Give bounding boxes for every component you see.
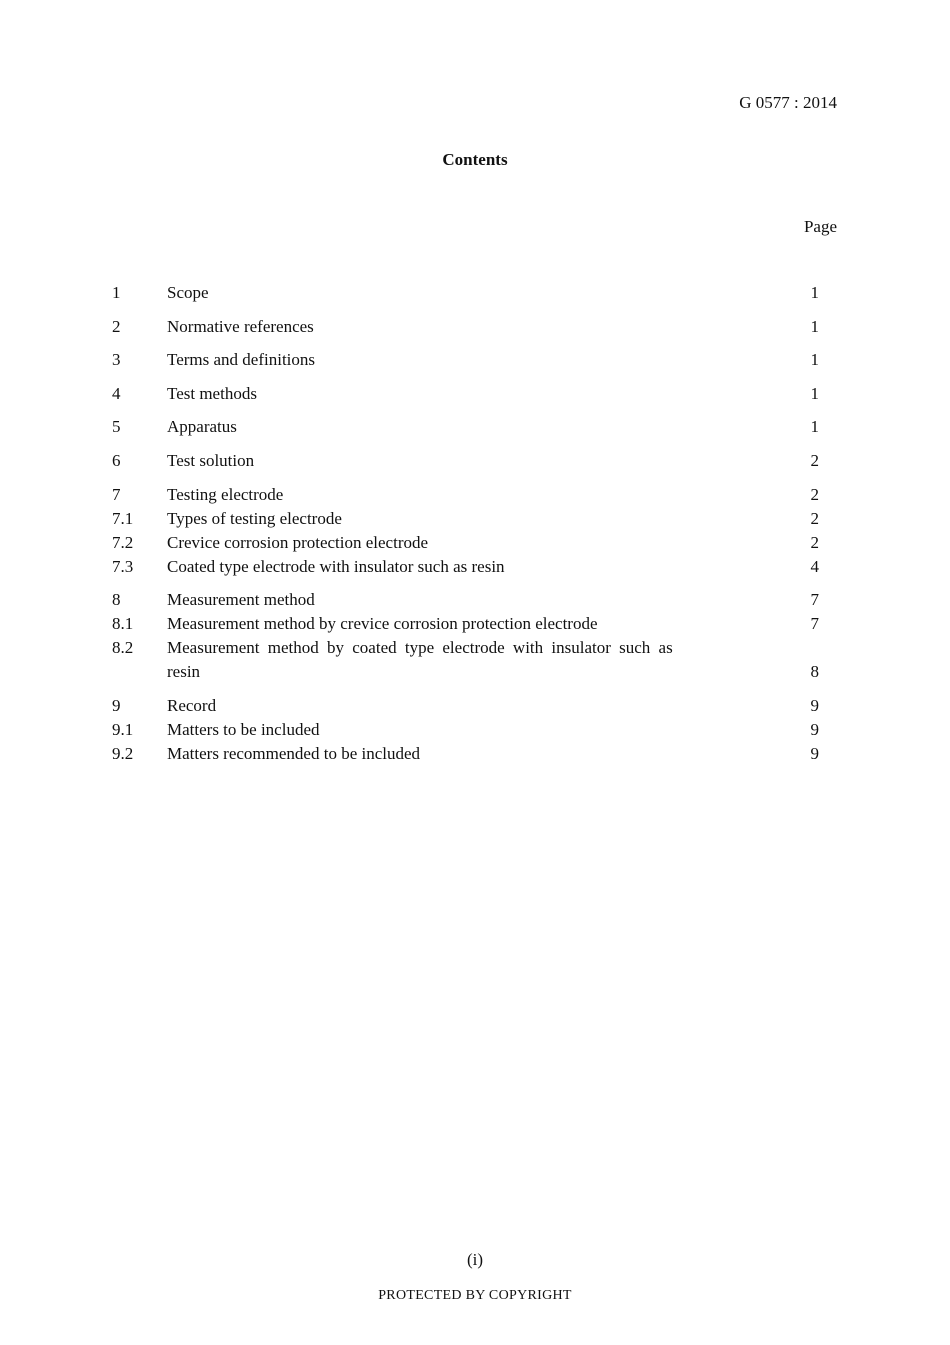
entry-title: Measurement method by coated type electrode with insulator such as	[167, 638, 673, 658]
dot-leader	[243, 415, 807, 439]
entry-page: 9	[810, 743, 819, 763]
entry-page: 9	[810, 695, 819, 715]
entry-number: 7	[112, 484, 121, 504]
toc-entry[interactable]	[112, 507, 819, 531]
toc-entry[interactable]	[112, 415, 819, 439]
dot-leader	[320, 315, 807, 339]
entry-page: 1	[810, 417, 819, 437]
toc-entry[interactable]	[112, 483, 819, 507]
dot-leader	[604, 612, 808, 636]
document-id: G 0577 : 2014	[739, 93, 837, 112]
entry-page: 1	[810, 383, 819, 403]
entry-page: 7	[810, 614, 819, 634]
entry-title: Testing electrode	[167, 484, 284, 504]
entry-title: Record	[167, 695, 217, 715]
entry-number: 6	[112, 450, 121, 470]
entry-page: 8	[810, 662, 819, 682]
entry-number: 1	[112, 283, 121, 302]
toc-entry[interactable]	[112, 382, 819, 406]
toc-entry[interactable]	[112, 588, 819, 612]
toc-entry[interactable]	[112, 718, 819, 742]
entry-number: 8.1	[112, 614, 134, 634]
dot-leader	[263, 382, 807, 406]
toc-entry[interactable]	[112, 348, 819, 372]
toc-entry[interactable]	[112, 315, 819, 339]
entry-number: 3	[112, 350, 121, 370]
dot-leader	[348, 507, 807, 531]
toc-entry-continuation[interactable]	[112, 660, 819, 684]
entry-title: Test methods	[167, 383, 257, 403]
entry-page: 2	[810, 532, 819, 552]
dot-leader	[434, 531, 807, 555]
entry-page: 1	[810, 350, 819, 370]
entry-title: Measurement method by crevice corrosion protection electrode	[167, 614, 598, 634]
toc-entry[interactable]	[112, 694, 819, 718]
toc-entry[interactable]	[112, 555, 819, 579]
entry-title: Crevice corrosion protection electrode	[167, 532, 429, 552]
entry-number: 2	[112, 316, 121, 336]
entry-title: Measurement method	[167, 590, 315, 610]
dot-leader	[321, 588, 807, 612]
entry-number: 9.1	[112, 719, 134, 739]
entry-title: Scope	[167, 283, 209, 302]
entry-title: Matters recommended to be included	[167, 743, 421, 763]
toc-entry[interactable]	[112, 531, 819, 555]
entry-title: Normative references	[167, 316, 314, 336]
entry-page: 4	[810, 556, 819, 576]
dot-leader	[321, 348, 807, 372]
dot-leader	[511, 555, 807, 579]
entry-number: 7.2	[112, 532, 134, 552]
page-number: (i)	[466, 1250, 484, 1269]
entry-page: 1	[810, 316, 819, 336]
entry-number: 9	[112, 695, 121, 715]
entry-title: Matters to be included	[167, 719, 320, 739]
copyright-notice: PROTECTED BY COPYRIGHT	[378, 1288, 572, 1303]
entry-page: 2	[810, 450, 819, 470]
entry-number: 9.2	[112, 743, 134, 763]
entry-page: 2	[810, 508, 819, 528]
entry-title: Types of testing electrode	[167, 508, 342, 528]
dot-leader	[222, 694, 807, 718]
toc-entry[interactable]	[112, 281, 819, 305]
entry-title: Apparatus	[167, 417, 237, 437]
dot-leader	[260, 449, 807, 473]
table-of-contents	[112, 281, 819, 766]
dot-leader	[426, 742, 807, 766]
page-column-label: Page	[803, 217, 837, 236]
entry-number: 8.2	[112, 638, 134, 658]
dot-leader	[206, 660, 807, 684]
entry-title: Coated type electrode with insulator such as resin	[167, 556, 505, 576]
entry-page: 7	[810, 590, 819, 610]
entry-number: 4	[112, 383, 121, 403]
toc-entry[interactable]	[112, 636, 819, 660]
dot-leader	[289, 483, 807, 507]
toc-entry[interactable]	[112, 612, 819, 636]
toc-entry[interactable]	[112, 449, 819, 473]
dot-leader	[215, 281, 807, 305]
entry-title: Test solution	[167, 450, 255, 470]
entry-title: Terms and definitions	[167, 350, 316, 370]
entry-number: 5	[112, 417, 121, 437]
entry-title-continued: resin	[167, 662, 201, 682]
entry-number: 8	[112, 590, 121, 610]
entry-page: 1	[810, 283, 819, 302]
entry-page: 2	[810, 484, 819, 504]
entry-number: 7.1	[112, 508, 134, 528]
dot-leader	[326, 718, 808, 742]
toc-entry[interactable]	[112, 742, 819, 766]
page-title: Contents	[442, 150, 508, 169]
entry-page: 9	[810, 719, 819, 739]
entry-number: 7.3	[112, 556, 134, 576]
